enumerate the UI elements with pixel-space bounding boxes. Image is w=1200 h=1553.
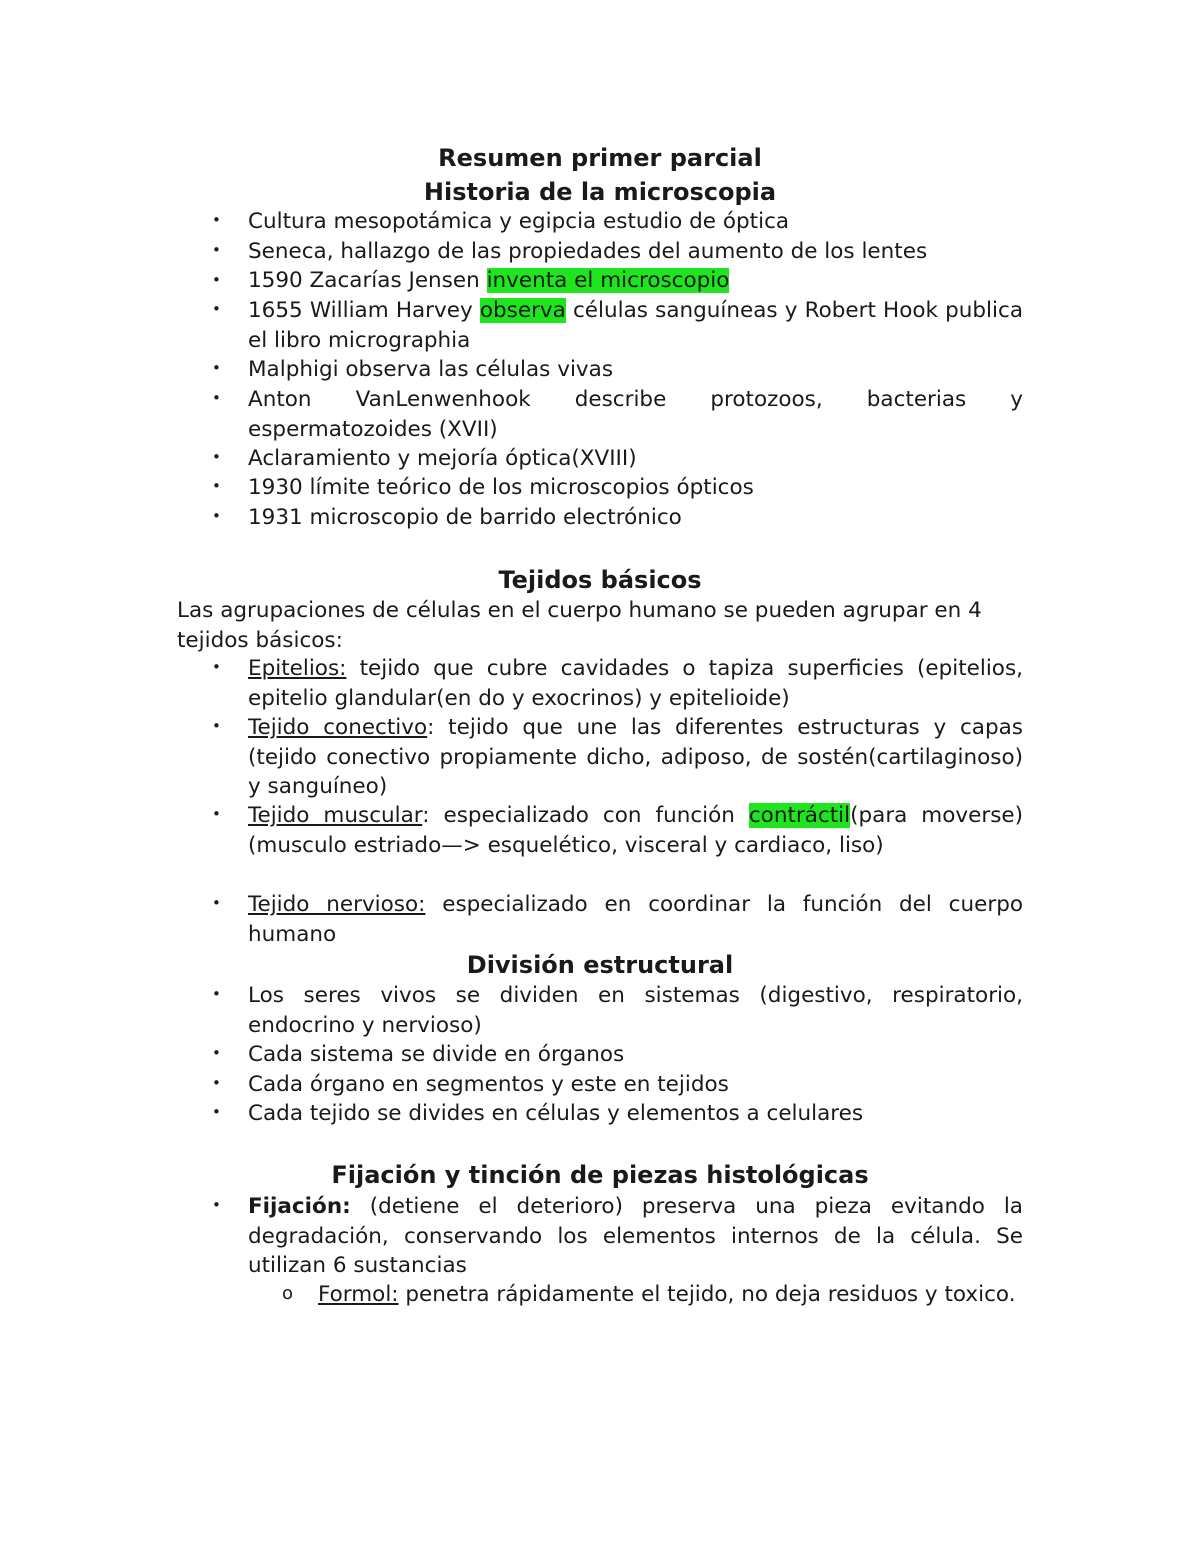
term: Fijación:: [248, 1194, 351, 1219]
item-text: 1590 Zacarías Jensen: [248, 268, 487, 293]
highlight: inventa el microscopio: [486, 268, 730, 293]
bullet: •: [212, 894, 221, 912]
term: Tejido muscular: [248, 803, 423, 828]
heading-tejidos: Tejidos básicos: [498, 566, 702, 594]
bullet: •: [212, 1103, 221, 1121]
list-item: [248, 801, 1023, 860]
bullet: •: [212, 1074, 221, 1092]
bullet: •: [212, 658, 221, 676]
list-item: Cada órgano en segmentos y este en tejidos: [248, 1072, 729, 1097]
item-text: tejido que cubre cavidades o tapiza superficies (epitelios, epitelio glandular(en do y exocrinos) y epitelioide): [248, 656, 1023, 711]
term: Tejido conectivo: [248, 715, 428, 740]
heading-fijacion: Fijación y tinción de piezas histológicas: [331, 1161, 869, 1189]
list-item: Cada sistema se divide en órganos: [248, 1042, 625, 1067]
item-text: (para moverse) (musculo estriado—> esquelético, visceral y cardiaco, liso): [248, 803, 1024, 858]
highlight: observa: [479, 298, 566, 323]
list-item: Los seres vivos se dividen en sistemas (digestivo, respiratorio, endocrino y nervioso): [248, 983, 1023, 1038]
item-text: : especializado con función: [422, 803, 749, 828]
item-text: : tejido que une las diferentes estructuras y capas (tejido conectivo propiamente dicho, adiposo, de sostén(cartilaginoso) y sanguíneo): [248, 715, 1023, 799]
term: Formol:: [318, 1282, 399, 1307]
bullet: •: [212, 477, 221, 495]
bullet: •: [212, 241, 221, 259]
bullet: •: [212, 359, 221, 377]
bullet: •: [212, 389, 221, 407]
bullet: •: [212, 985, 221, 1003]
sub-bullet: o: [282, 1283, 294, 1304]
list-item: [248, 890, 1023, 949]
bullet: •: [212, 507, 221, 525]
tejidos-intro: Las agrupaciones de células en el cuerpo humano se pueden agrupar en 4 tejidos básicos:: [177, 598, 982, 653]
list-item: [248, 654, 1023, 713]
item-text: especializado en coordinar la función del cuerpo humano: [248, 892, 1023, 947]
bullet: •: [212, 717, 221, 735]
list-item: 1930 límite teórico de los microscopios ópticos: [248, 475, 754, 500]
list-item: Cada tejido se divides en células y elementos a celulares: [248, 1101, 864, 1126]
term: Epitelios:: [248, 656, 347, 681]
bullet: •: [212, 1044, 221, 1062]
list-item: [248, 266, 1023, 296]
item-text: 1655 William Harvey: [248, 298, 480, 323]
item-text: (detiene el deterioro) preserva una pieza evitando la degradación, conservando los elementos internos de la célula. Se utilizan 6 sustancias: [248, 1194, 1023, 1278]
heading-historia: Historia de la microscopia: [423, 178, 777, 206]
bullet: •: [212, 448, 221, 466]
list-item: Aclaramiento y mejoría óptica(XVIII): [248, 446, 637, 471]
item-text: células sanguíneas y Robert Hook publica el libro micrographia: [248, 298, 1023, 353]
sub-list-item: [318, 1280, 1023, 1310]
bullet: •: [212, 300, 221, 318]
list-item: [248, 713, 1023, 802]
list-item: Cultura mesopotámica y egipcia estudio de óptica: [248, 209, 790, 234]
document-title: Resumen primer parcial: [438, 144, 762, 172]
bullet: •: [212, 271, 221, 289]
bullet: •: [212, 1196, 221, 1214]
list-item: Anton VanLenwenhook describe protozoos, bacterias y espermatozoides (XVII): [248, 387, 1023, 442]
item-text: penetra rápidamente el tejido, no deja residuos y toxico.: [398, 1282, 1016, 1307]
list-item: [248, 1192, 1023, 1281]
bullet: •: [212, 805, 221, 823]
list-item: 1931 microscopio de barrido electrónico: [248, 505, 682, 530]
list-item: Seneca, hallazgo de las propiedades del aumento de los lentes: [248, 239, 928, 264]
bullet: •: [212, 211, 221, 229]
list-item: [248, 296, 1023, 355]
term: Tejido nervioso:: [248, 892, 426, 917]
list-item: Malphigi observa las células vivas: [248, 357, 614, 382]
highlight: contráctil: [748, 803, 851, 828]
heading-division: División estructural: [466, 951, 734, 979]
